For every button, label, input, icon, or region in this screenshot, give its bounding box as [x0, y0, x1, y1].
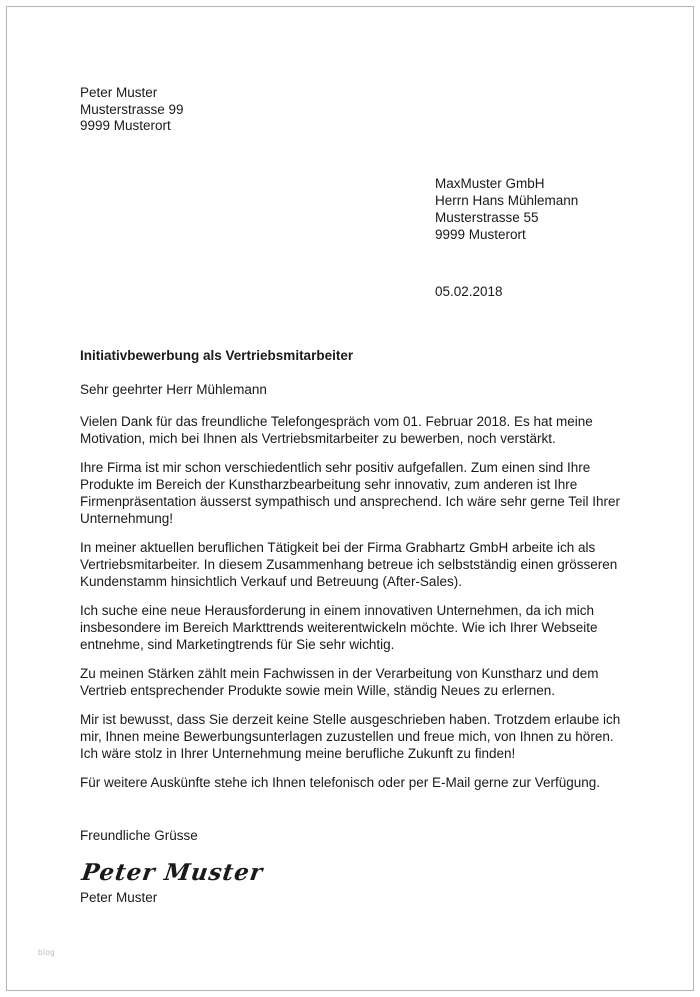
- salutation: Sehr geehrter Herr Mühlemann: [80, 381, 267, 397]
- recipient-address-block: [435, 175, 622, 243]
- letter-date: 05.02.2018: [435, 283, 503, 299]
- recipient-city: 9999 Musterort: [435, 226, 526, 242]
- watermark-text: blog: [38, 948, 56, 957]
- signature-printed-name: Peter Muster: [80, 889, 158, 905]
- paragraph-4: Ich suche eine neue Herausforderung in einem innovativen Unternehmen, da ich mich insbesondere im Bereich Markttrends weiterentwickeln möchte. Wie ich Ihrer Webseite entnehme, sind Marketingtrends für Sie sehr wichtig.: [80, 602, 598, 652]
- sender-address-block: [80, 85, 622, 135]
- paragraph-2: Ihre Firma ist mir schon verschiedentlich sehr positiv aufgefallen. Zum einen sind Ihre Produkte im Bereich der Kunstharzbearbeitung sehr innovativ, zum anderen ist Ihre Firmenpräsentation äusserst sympathisch und ansprechend. Ich wäre sehr gerne Teil Ihrer Unternehmung!: [80, 459, 621, 526]
- recipient-person: Herrn Hans Mühlemann: [435, 192, 579, 208]
- handwritten-signature: Peter Muster: [80, 858, 265, 886]
- paragraph-6: Mir ist bewusst, dass Sie derzeit keine Stelle ausgeschrieben haben. Trotzdem erlaube ich mir, Ihnen meine Bewerbungsunterlagen zuzustellen und freue mich, von Ihnen zu hören. Ich wäre stolz in Ihrer Unternehmung meine berufliche Zukunft zu finden!: [80, 711, 621, 761]
- recipient-street: Musterstrasse 55: [435, 209, 539, 225]
- letter-body: [80, 413, 622, 791]
- sender-street: Musterstrasse 99: [80, 101, 184, 117]
- recipient-company: MaxMuster GmbH: [435, 175, 545, 191]
- closing-line: Freundliche Grüsse: [80, 827, 198, 843]
- paragraph-1: Vielen Dank für das freundliche Telefongespräch vom 01. Februar 2018. Es hat meine Motivation, mich bei Ihnen als Vertriebsmitarbeiter zu bewerben, noch verstärkt.: [80, 413, 593, 446]
- subject-line: Initiativbewerbung als Vertriebsmitarbeiter: [80, 347, 354, 363]
- paragraph-5: Zu meinen Stärken zählt mein Fachwissen in der Verarbeitung von Kunstharz und dem Vertrieb entsprechender Produkte sowie mein Wille, ständig Neues zu erlernen.: [80, 665, 599, 698]
- letter-content: [80, 0, 622, 905]
- paragraph-3: In meiner aktuellen beruflichen Tätigkeit bei der Firma Grabhartz GmbH arbeite ich als Vertriebsmitarbeiter. In diesem Zusammenhang betreue ich selbstständig einen grösseren Kundenstamm hinsichtlich Verkauf und Betreuung (After-Sales).: [80, 539, 618, 589]
- sender-city: 9999 Musterort: [80, 118, 171, 133]
- sender-name: Peter Muster: [80, 85, 158, 100]
- paragraph-7: Für weitere Auskünfte stehe ich Ihnen telefonisch oder per E-Mail gerne zur Verfügung.: [80, 774, 601, 790]
